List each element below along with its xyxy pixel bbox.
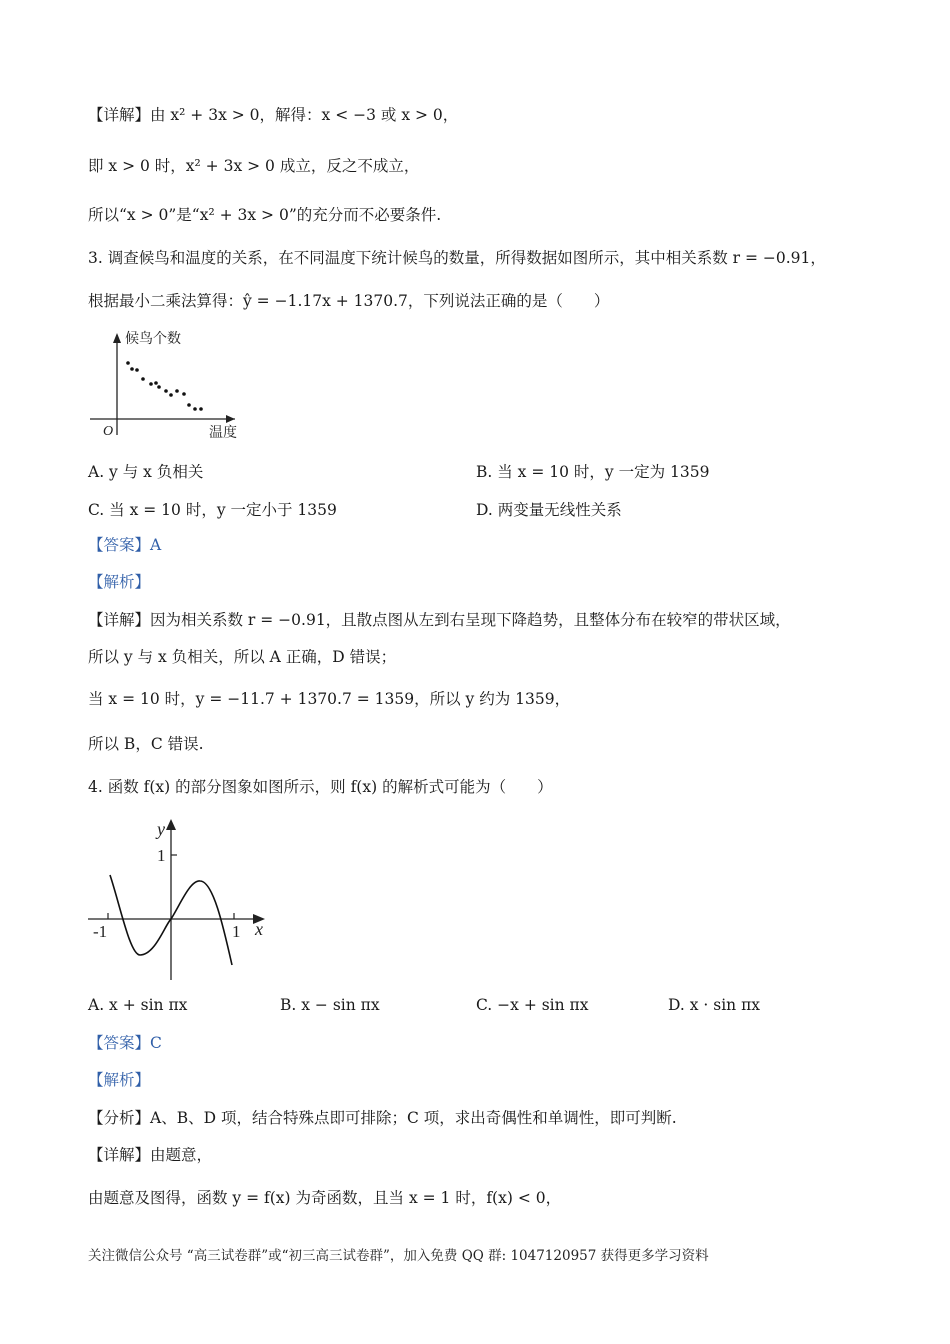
- q4-option-c: C. −x + sin πx: [476, 996, 589, 1014]
- q3-option-b: B. 当 x = 10 时，y 一定为 1359: [476, 463, 710, 481]
- q3-analysis-heading: 【解析】: [88, 573, 151, 591]
- scatter-point: [199, 407, 203, 411]
- q4-option-d: D. x · sin πx: [668, 996, 761, 1014]
- page-footer: 关注微信公众号 “高三试卷群”或“初三高三试卷群”，加入免费 QQ 群: 1047120957 获得更多学习资料: [88, 1248, 709, 1264]
- scatter-point: [149, 382, 153, 386]
- scatter-point: [164, 389, 168, 393]
- scatter-point: [126, 361, 130, 365]
- q3-detail-line2: 所以 y 与 x 负相关，所以 A 正确，D 错误；: [88, 648, 397, 666]
- q4-option-b: B. x − sin πx: [280, 996, 380, 1014]
- q4-analysis-line1: 【分析】A、B、D 项，结合特殊点即可排除；C 项，求出奇偶性和单调性，即可判断.: [88, 1109, 677, 1127]
- q3-option-a: A. y 与 x 负相关: [88, 463, 204, 481]
- q4-x-label: x: [255, 919, 263, 939]
- q4-y-arrow: [166, 819, 176, 830]
- q4-stem: 4. 函数 f(x) 的部分图象如图所示，则 f(x) 的解析式可能为（ ）: [88, 778, 553, 796]
- detail2-line3: 所以“x > 0”是“x² + 3x > 0”的充分而不必要条件.: [88, 206, 442, 224]
- q4-option-a: A. x + sin πx: [88, 996, 188, 1014]
- q4-analysis-line2: 【详解】由题意，: [88, 1146, 213, 1164]
- q3-detail-line1: 【详解】因为相关系数 r = −0.91，且散点图从左到右呈现下降趋势，且整体分布在较窄的带状区域，: [88, 611, 791, 629]
- detail2-line1: 【详解】由 x² + 3x > 0，解得：x < −3 或 x > 0，: [88, 106, 459, 124]
- q4-y-tick-label: 1: [157, 846, 166, 865]
- detail2-line2: 即 x > 0 时，x² + 3x > 0 成立，反之不成立，: [88, 157, 420, 175]
- scatter-point: [182, 392, 186, 396]
- scatter-point: [169, 393, 173, 397]
- q3-detail-line4: 所以 B，C 错误.: [88, 735, 204, 753]
- q3-option-c: C. 当 x = 10 时，y 一定小于 1359: [88, 501, 337, 519]
- q3-scatter-points: [126, 361, 203, 411]
- scatter-point: [193, 407, 197, 411]
- q4-answer: 【答案】C: [88, 1034, 162, 1052]
- q3-y-arrow: [113, 333, 121, 343]
- q4-analysis-heading: 【解析】: [88, 1071, 151, 1089]
- q3-origin-label: O: [103, 424, 114, 439]
- scatter-point: [187, 403, 191, 407]
- q3-x-label: 温度: [209, 426, 237, 441]
- q3-detail-line3: 当 x = 10 时，y = −11.7 + 1370.7 = 1359，所以 y 约为 1359，: [88, 690, 571, 708]
- scatter-point: [175, 389, 179, 393]
- scatter-point: [141, 377, 145, 381]
- scatter-point: [157, 385, 161, 389]
- q4-x-tick-label-pos: 1: [232, 922, 241, 941]
- q3-y-label: 候鸟个数: [125, 332, 181, 347]
- q3-scatter-figure: [85, 325, 255, 445]
- q3-stem-line2: 根据最小二乘法算得：ŷ = −1.17x + 1370.7，下列说法正确的是（ ）: [88, 292, 610, 310]
- q3-answer: 【答案】A: [88, 536, 162, 554]
- scatter-point: [135, 368, 139, 372]
- scatter-point: [130, 367, 134, 371]
- q3-x-arrow: [226, 415, 235, 423]
- q4-analysis-line3: 由题意及图得，函数 y = f(x) 为奇函数，且当 x = 1 时，f(x) < 0，: [88, 1189, 562, 1207]
- q4-x-tick-label-neg: -1: [93, 922, 108, 941]
- q3-option-d: D. 两变量无线性关系: [476, 501, 622, 519]
- scatter-point: [154, 381, 158, 385]
- q3-stem-line1: 3. 调查候鸟和温度的关系，在不同温度下统计候鸟的数量，所得数据如图所示，其中相关系数 r = −0.91，: [88, 249, 826, 267]
- q4-function-figure: [85, 815, 280, 985]
- q4-y-label: y: [157, 819, 165, 839]
